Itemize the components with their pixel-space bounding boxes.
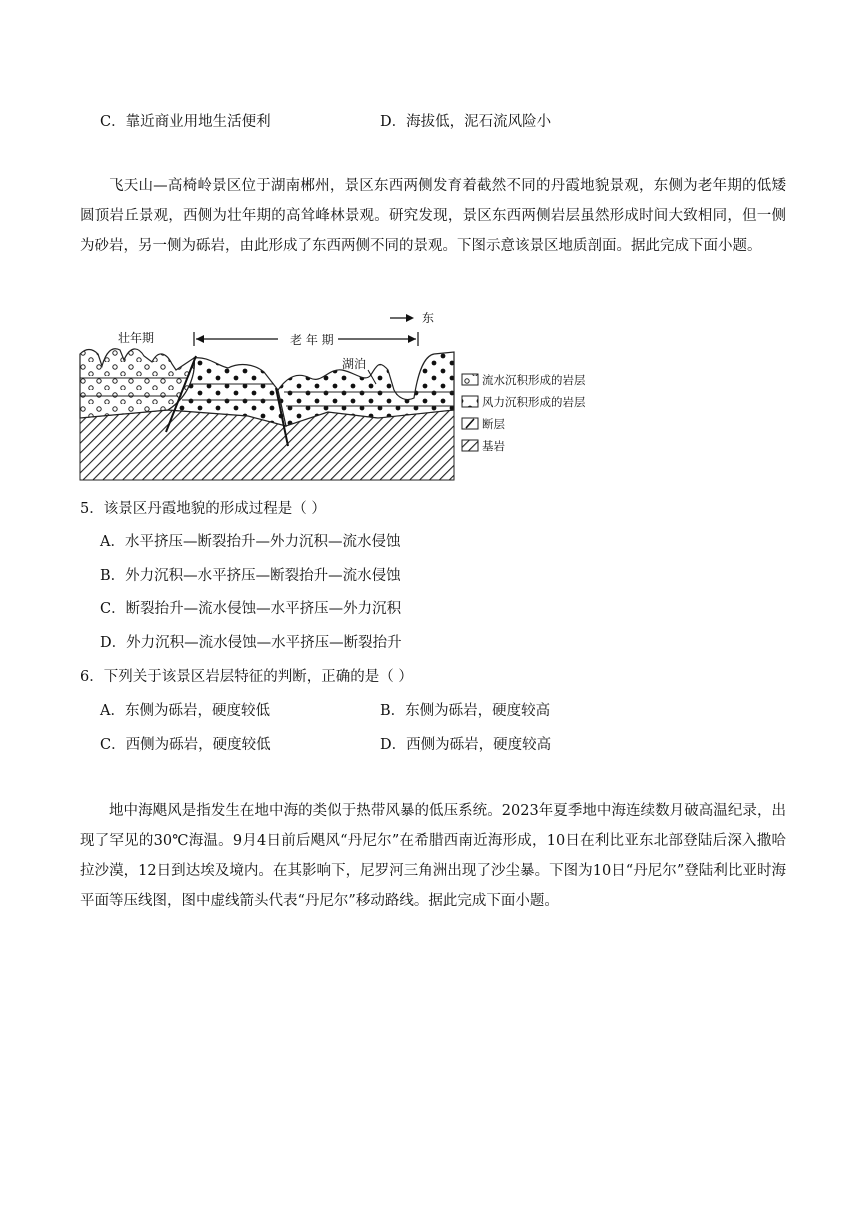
passage-danxia: 飞天山—高椅岭景区位于湖南郴州，景区东西两侧发育着截然不同的丹霞地貌景观，东侧为老年期的低矮圆顶岩丘景观，西侧为壮年期的高耸峰林景观。研究发现，景区东西两侧岩层虽然形成时间大致相同，但一侧为砂岩，另一侧为砾岩，由此形成了东西两侧不同的景观。下图示意该景区地质剖面。据此完成下面小题。 <box>80 178 786 254</box>
q6-option-c: C．西侧为砾岩，硬度较低 <box>100 737 271 753</box>
q6-options-row-1 <box>100 699 800 720</box>
legend-bedrock: 基岩 <box>482 439 505 453</box>
legend-swatch-bedrock <box>462 440 478 451</box>
q6-option-d: D．西侧为砾岩，硬度较高 <box>380 737 552 753</box>
legend-fluvial: 流水沉积形成的岩层 <box>482 373 586 387</box>
option-c: C．靠近商业用地生活便利 <box>100 114 271 130</box>
q5-option-d: D．外力沉积—流水侵蚀—水平挤压—断裂抬升 <box>100 635 402 651</box>
geologic-cross-section-figure <box>78 306 608 484</box>
figure-legend <box>462 373 586 453</box>
label-lake: 湖泊 <box>342 357 367 371</box>
label-old-stage: 老 年 期 <box>290 333 334 347</box>
label-young-stage: 壮年期 <box>118 331 155 345</box>
legend-aeolian: 风力沉积形成的岩层 <box>482 395 586 409</box>
passage-medicane: 地中海飓风是指发生在地中海的类似于热带风暴的低压系统。2023年夏季地中海连续数月破高温纪录，出现了罕见的30℃海温。9月4日前后飓风“丹尼尔”在希腊西南近海形成，10日在利比亚东北部登陆后深入撒哈拉沙漠，12日到达埃及境内。在其影响下，尼罗河三角洲出现了沙尘暴。下图为10日“丹尼尔”登陆利比亚时海平面等压线图，图中虚线箭头代表“丹尼尔”移动路线。据此完成下面小题。 <box>80 803 786 909</box>
q5-option-a: A．水平挤压—断裂抬升—外力沉积—流水侵蚀 <box>100 534 401 550</box>
legend-swatch-aeolian <box>462 396 478 407</box>
question-5-stem: 5．该景区丹霞地貌的形成过程是（ ） <box>80 501 326 517</box>
q5-option-c: C．断裂抬升—流水侵蚀—水平挤压—外力沉积 <box>100 601 402 617</box>
question-6-stem: 6．下列关于该景区岩层特征的判断，正确的是（ ） <box>80 669 413 685</box>
option-d: D．海拔低，泥石流风险小 <box>380 114 552 130</box>
previous-question-options <box>100 110 800 131</box>
q5-option-b: B．外力沉积—水平挤压—断裂抬升—流水侵蚀 <box>100 568 401 584</box>
legend-swatch-fluvial <box>462 374 478 385</box>
q6-option-b: B．东侧为砾岩，硬度较高 <box>380 703 551 719</box>
legend-fault: 断层 <box>482 417 505 431</box>
q6-option-a: A．东侧为砾岩，硬度较低 <box>100 703 270 719</box>
q6-options-row-2 <box>100 733 800 754</box>
label-east: 东 <box>422 311 435 325</box>
